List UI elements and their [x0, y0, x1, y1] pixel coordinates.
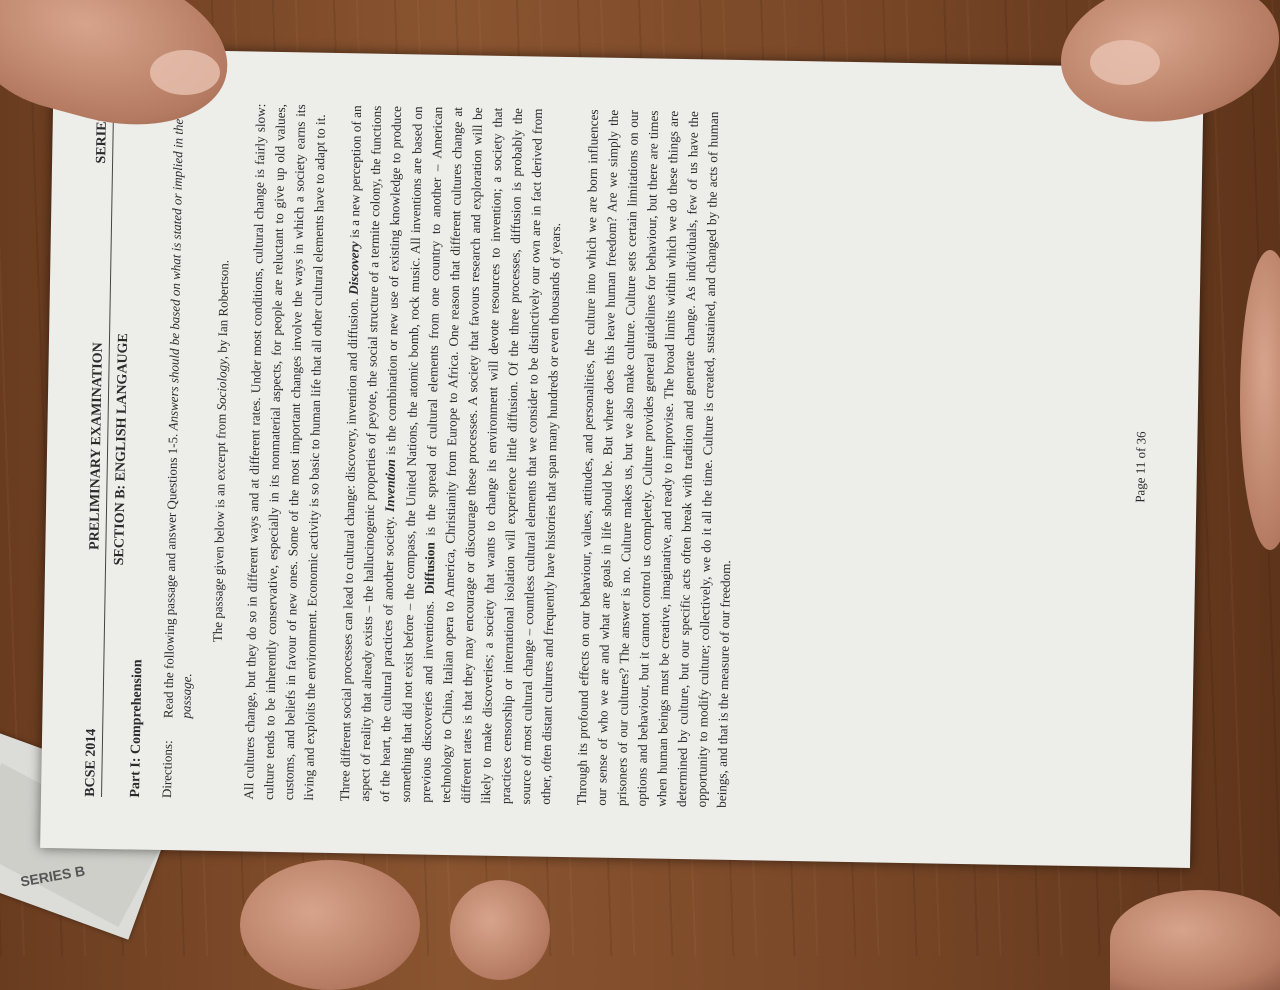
intro-book: Sociology	[213, 359, 230, 411]
directions	[158, 102, 205, 799]
header-left: BCSE 2014	[83, 728, 100, 797]
p2-part-b: is a new perception of an aspect of reality that already exists – the hallucinogenic properties of peyote, the social structure of a termite colony, the functions of the heart, the cultural practices of another society.	[347, 105, 398, 803]
paragraph-1: All cultures change, but they do so in different ways and at different rates. Under most conditions, cultural change is fairly slow: culture tends to be inherently conservative, especially in its nonmaterial aspects, for people are reluctant to give up old values, customs, and beliefs in favour of new ones. Some of the most important changes involve the ways in which a society earns its living and exploits the environment. Economic activity is so basic to human life that all other cultural elements have to adapt to it.	[241, 103, 329, 801]
directions-label: Directions:	[158, 740, 176, 799]
section-title: SECTION B: ENGLISH LANGAUGE	[112, 333, 132, 566]
part-title: Part I: Comprehension	[128, 659, 146, 798]
finger-bottom-mid	[450, 880, 550, 980]
directions-text: Read the following passage and answer Questions 1-5.	[160, 433, 181, 719]
finger-bottom-right	[1110, 890, 1280, 990]
intro-author: , by Ian Robertson.	[214, 259, 232, 360]
fingernail-top-right	[1090, 40, 1160, 85]
header-center: PRELIMINARY EXAMINATION	[87, 342, 106, 551]
underlying-sheet-label: SERIES B	[19, 862, 87, 890]
paragraph-3: Through its profound effects on our behaviour, values, attitudes, and personalities, the culture into which we are born influences our sense of who we are and what are goals in life should be. But where does this leave human freedom? Are we simply the prisoners of our cultures? The answer is no. Culture makes us, but we also make culture. Culture sets certain limitations on our options and behaviour, but it cannot control us completely. Culture provides general guidelines for behaviour, but there are times when human beings must be creative, imaginative, and ready to improvise. The broad limits within which we do these things are determined by culture, but our specific acts often break with tradition and generate change. As individuals, few of us have the opportunity to modify culture; collectively, we do it all the time. Culture is created, sustained, and changed by the acts of human beings, and that is the measure of our freedom.	[573, 109, 734, 808]
p2-part-a: Three different social processes can lead to cultural change: discovery, invention and diffusion.	[337, 298, 362, 802]
p2-term-invention: Invention	[382, 459, 399, 513]
p2-term-diffusion: Diffusion	[421, 542, 438, 595]
p2-part-d: is the spread of cultural elements from one country to another – American technology to China, Italian opera to America, Christianity from Europe to Africa. One reason that different cultures change at different rates is that they may encourage or discourage these processes. A society that favours research and exploration will be likely to make discoveries; a society that wants to change its environment will devote resources to invention; a society that practices censorship or international isolation will experience little diffusion. Of the three processes, diffusion is probably the source of most cultural change – countless cultural elements that we consider to be distinctively our own are in fact derived from other, often distant cultures and frequently have histories that span many hundreds or even thousands of years.	[422, 106, 564, 805]
p2-term-discovery: Discovery	[346, 241, 363, 295]
intro-text: The passage given below is an excerpt from	[209, 413, 229, 643]
exam-page	[40, 48, 1204, 868]
page-number: Page 11 of 36	[1132, 431, 1149, 503]
fingernail-top-left	[150, 50, 220, 95]
directions-italic: Answers should be based on what is stated or implied in the passage.	[165, 118, 194, 719]
directions-body	[159, 102, 205, 719]
p2-part-c: is the combination or new use of existing knowledge to produce something that did not exist before – the compass, the United Nations, the atomic bomb, rock music. All inventions are based on previous discoveries and inventions.	[383, 105, 437, 803]
finger-bottom-left	[240, 860, 420, 990]
paragraph-2	[335, 105, 568, 805]
passage-intro	[207, 103, 235, 799]
header-right: SERIES B	[94, 100, 111, 164]
